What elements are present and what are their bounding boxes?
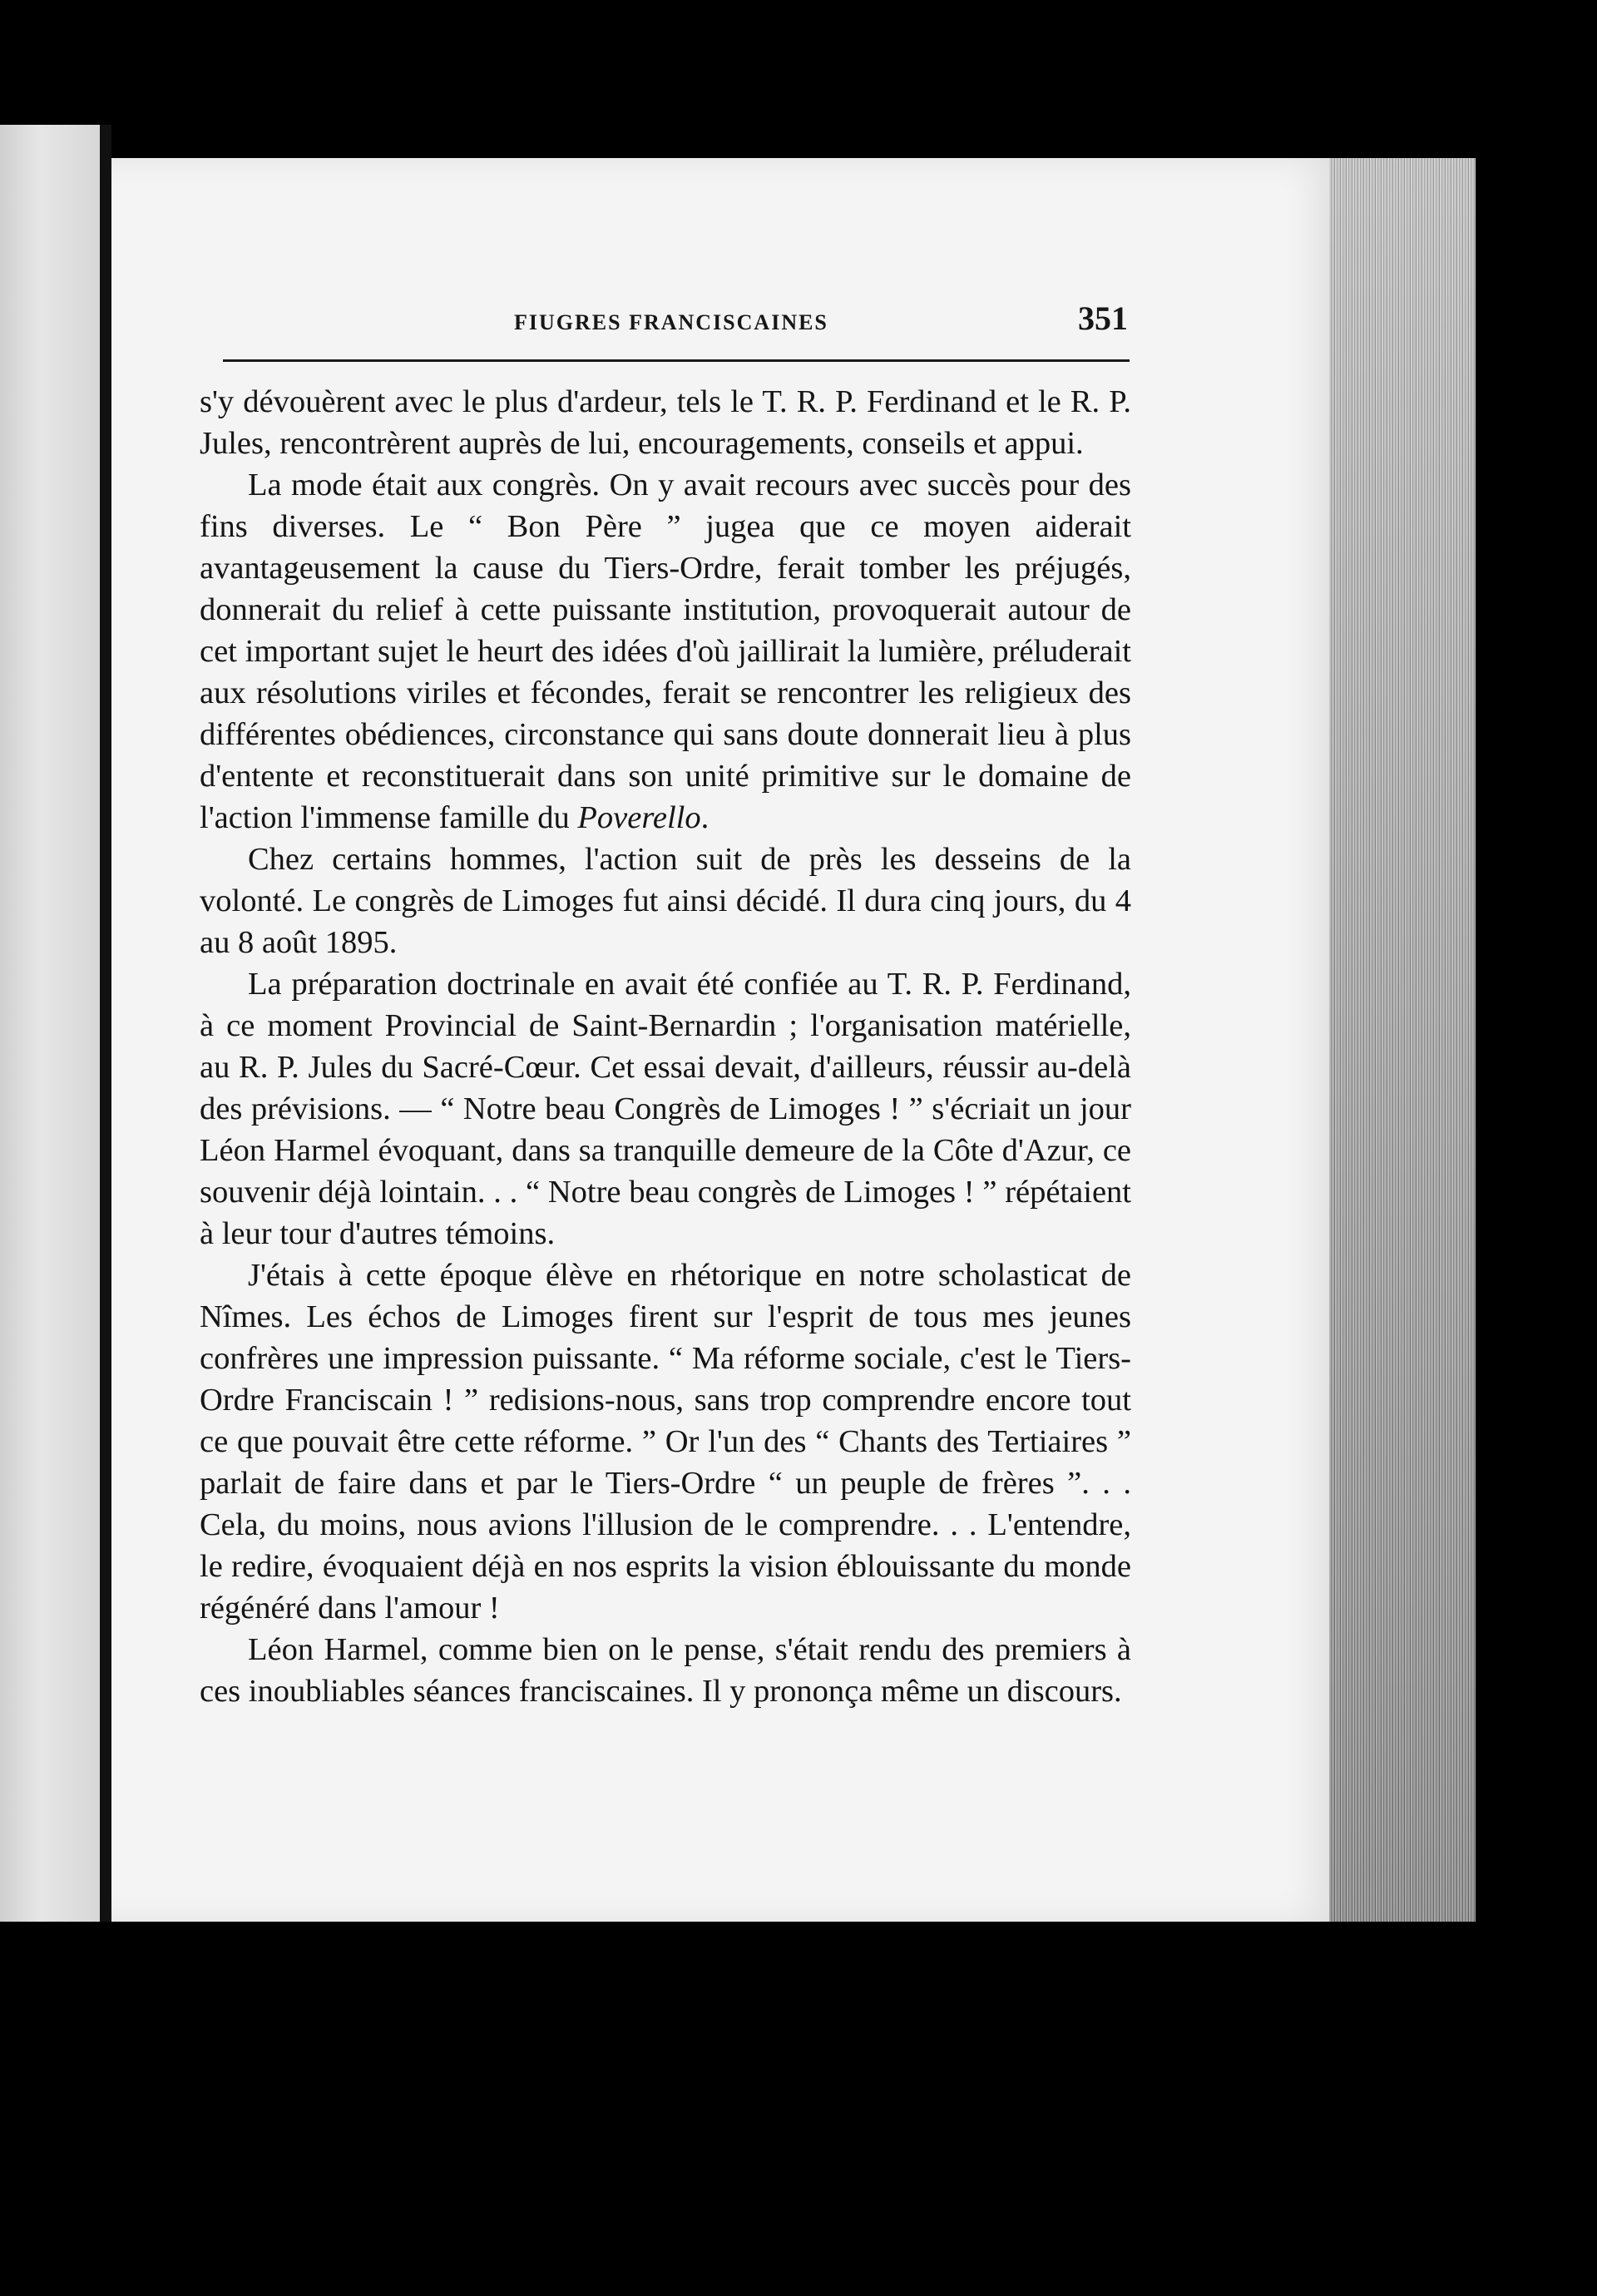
paragraph-3: Chez certains hommes, l'action suit de près les desseins de la volonté. Le congrès de Limoges fut ainsi décidé. Il dura cinq jours, du 4 au 8 août 1895. — [200, 842, 1131, 960]
paragraph-1: s'y dévouèrent avec le plus d'ardeur, tels le T. R. P. Ferdinand et le R. P. Jules, rencontrèrent auprès de lui, encouragements, conseils et appui. — [200, 384, 1131, 461]
body-text — [200, 381, 1131, 1712]
book-gutter — [100, 125, 111, 1922]
page-number: 351 — [1078, 299, 1128, 337]
paragraph-6: Léon Harmel, comme bien on le pense, s'était rendu des premiers à ces inoubliables séances franciscaines. Il y prononça même un discours. — [200, 1632, 1131, 1709]
paragraph-5: J'étais à cette époque élève en rhétorique en notre scholasticat de Nîmes. Les échos de Limoges firent sur l'esprit de tous mes jeunes confrères une impression puissante. “ Ma réforme sociale, c'est le Tiers-Ordre Franciscain ! ” redisions-nous, sans trop comprendre encore tout ce que pouvait être cette réforme. ” Or l'un des “ Chants des Tertiaires ” parlait de faire dans et par le Tiers-Ordre “ un peuple de frères ”. . . Cela, du moins, nous avions l'illusion de le comprendre. . . L'entendre, le redire, évoquaient déjà en nos esprits la vision éblouissante du monde régénéré dans l'amour ! — [200, 1258, 1131, 1626]
paragraph-2-italic: Poverello — [577, 800, 701, 835]
page-block-edges — [1329, 158, 1476, 1922]
paragraph-2 — [200, 464, 1131, 839]
paragraph-4: La préparation doctrinale en avait été confiée au T. R. P. Ferdinand, à ce moment Provincial de Saint-Bernardin ; l'organisation matérielle, au R. P. Jules du Sacré-Cœur. Cet essai devait, d'ailleurs, réussir au-delà des prévisions. — “ Notre beau Congrès de Limoges ! ” s'écriait un jour Léon Harmel évoquant, dans sa tranquille demeure de la Côte d'Azur, ce souvenir déjà lointain. . . “ Notre beau congrès de Limoges ! ” répétaient à leur tour d'autres témoins. — [200, 967, 1131, 1251]
running-title: FIUGRES FRANCISCAINES — [514, 310, 828, 334]
facing-page-edge — [0, 125, 100, 1922]
header-rule — [223, 359, 1130, 362]
paragraph-2-end: . — [700, 800, 710, 835]
paragraph-2-text: La mode était aux congrès. On y avait recours avec succès pour des fins diverses. Le “ Bon Père ” jugea que ce moyen aiderait avantageusement la cause du Tiers-Ordre, ferait tomber les préjugés, donnerait du relief à cette puissante institution, provoquerait autour de cet important sujet le heurt des idées d'où jaillirait la lumière, préluderait aux résolutions viriles et fécondes, ferait se rencontrer les religieux des différentes obédiences, circonstance qui sans doute donnerait lieu à plus d'entente et reconstituerait dans son unité primitive sur le domaine de l'action l'immense famille du — [200, 468, 1131, 835]
running-head — [223, 295, 1128, 345]
